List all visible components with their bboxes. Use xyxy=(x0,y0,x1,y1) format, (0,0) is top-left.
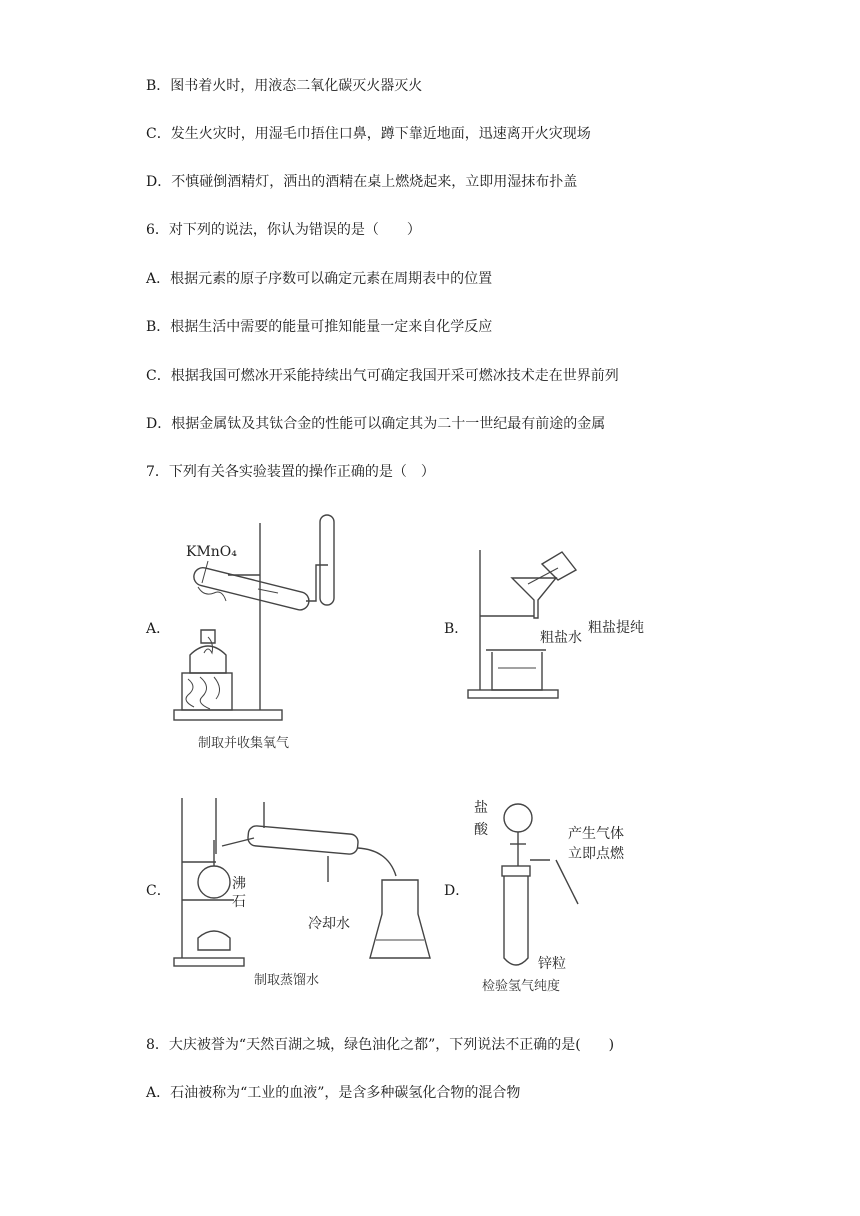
figure-c-label-chips-2: 石 xyxy=(232,894,246,910)
option-8a-text: A．石油被称为“工业的血液”，是含多种碳氢化合物的混合物 xyxy=(146,1085,521,1101)
stand-base xyxy=(468,690,558,698)
figure-c-caption: 制取蒸馏水 xyxy=(254,973,320,988)
option-6c-text: C．根据我国可燃冰开采能持续出气可确定我国开采可燃冰技术走在世界前列 xyxy=(146,368,619,384)
figure-d-label-zinc: 锌粒 xyxy=(538,956,566,972)
alcohol-lamp xyxy=(190,646,226,673)
separatory-funnel xyxy=(504,804,532,832)
figure-b-label-below: 粗盐水 xyxy=(540,630,582,646)
option-6b-text: B．根据生活中需要的能量可推知能量一定来自化学反应 xyxy=(146,319,493,335)
figure-c-distillation-apparatus xyxy=(168,790,438,995)
funnel xyxy=(512,578,556,618)
question-8-stem: 8．大庆被誉为“天然百湖之城，绿色油化之都”，下列说法不正确的是( ) xyxy=(146,1037,615,1053)
figure-d-hydrogen-apparatus xyxy=(460,790,690,1000)
stand-base xyxy=(174,710,282,720)
option-5c-text: C．发生火灾时，用湿毛巾捂住口鼻，蹲下靠近地面，迅速离开火灾现场 xyxy=(146,126,591,142)
beaker xyxy=(492,652,542,690)
condenser xyxy=(247,825,358,855)
figure-a-reagent-label: KMnO₄ xyxy=(186,544,237,560)
figure-c-label-water: 冷却水 xyxy=(308,916,350,932)
figure-a-oxygen-apparatus xyxy=(168,505,438,755)
figure-c-label-chips-1: 沸 xyxy=(232,876,246,892)
figure-b-label-right: 粗盐提纯 xyxy=(588,620,644,636)
test-tube xyxy=(192,566,311,612)
figure-a-caption: 制取并收集氧气 xyxy=(198,736,290,751)
option-6d-text: D．根据金属钛及其钛合金的性能可以确定其为二十一世纪最有前途的金属 xyxy=(146,416,606,432)
collection-tube xyxy=(320,515,334,605)
test-tube xyxy=(504,876,528,965)
figure-d-option-label: D． xyxy=(444,883,470,899)
question-7-stem: 7．下列有关各实验装置的操作正确的是（ ） xyxy=(146,464,435,480)
figure-b-option-label: B． xyxy=(444,621,469,637)
question-6-stem: 6．对下列的说法，你认为错误的是（ ） xyxy=(146,222,421,238)
figure-d-caption: 检验氢气纯度 xyxy=(482,979,561,994)
matchstick xyxy=(556,860,578,904)
figure-b-filtration-apparatus xyxy=(458,540,688,705)
option-5d-text: D．不慎碰倒酒精灯，洒出的酒精在桌上燃烧起来，立即用湿抹布扑盖 xyxy=(146,174,578,190)
stand-base xyxy=(174,958,244,966)
receiving-flask xyxy=(370,880,430,958)
option-5b-text: B．图书着火时，用液态二氧化碳灭火器灭火 xyxy=(146,78,423,94)
option-6a-text: A．根据元素的原子序数可以确定元素在周期表中的位置 xyxy=(146,271,493,287)
figure-c-option-label: C． xyxy=(146,883,171,899)
figure-d-label-acid-2: 酸 xyxy=(474,822,488,838)
distillation-flask xyxy=(198,866,230,898)
figure-d-label-acid-1: 盐 xyxy=(474,800,488,816)
figure-d-label-gas-2: 立即点燃 xyxy=(568,846,624,862)
pouring-beaker xyxy=(542,552,576,580)
burner xyxy=(198,931,230,950)
figure-a-option-label: A． xyxy=(146,621,171,637)
figure-d-label-gas-1: 产生气体 xyxy=(568,826,624,842)
